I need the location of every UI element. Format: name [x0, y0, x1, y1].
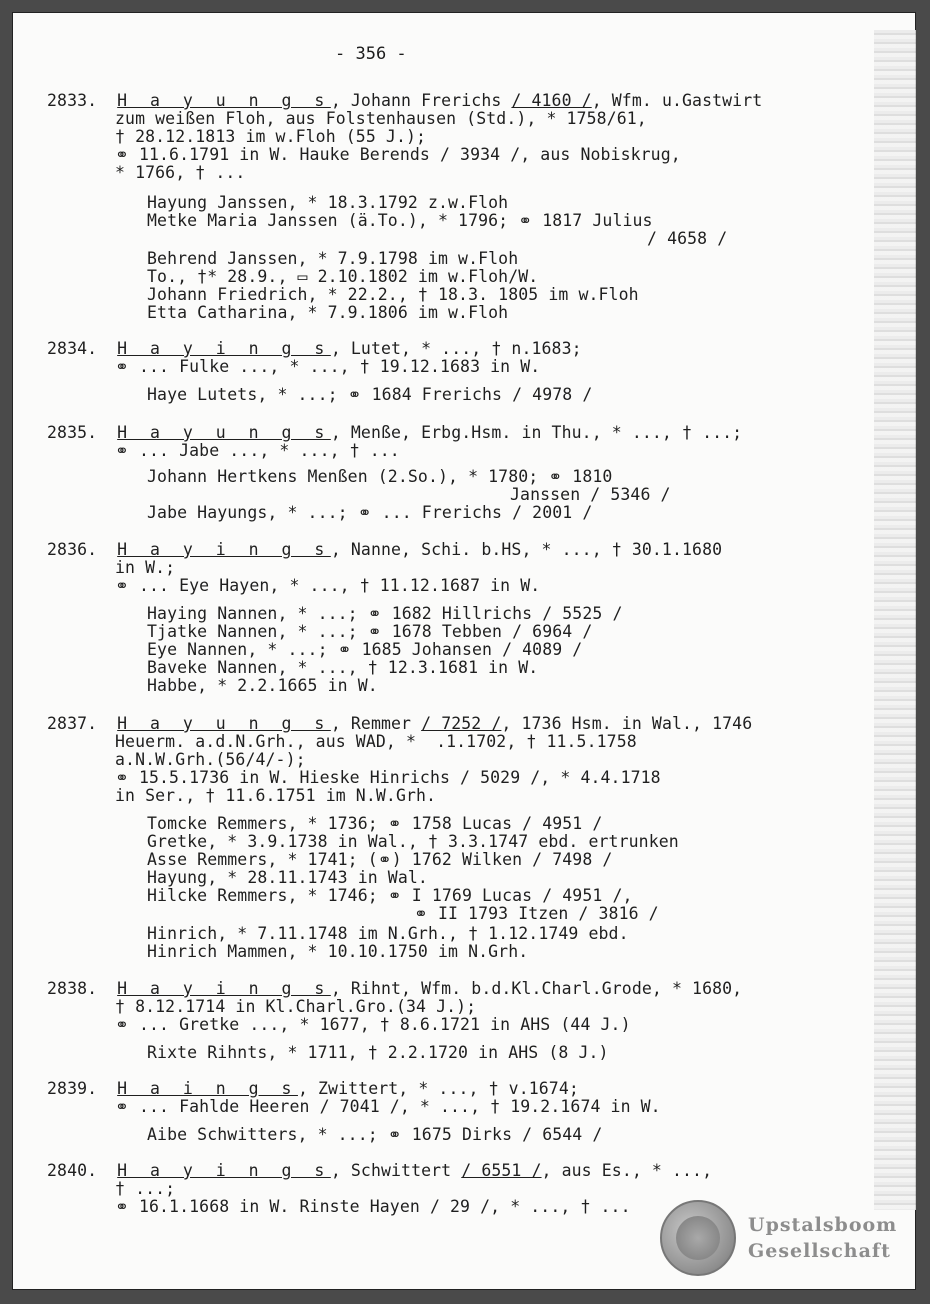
entry-header-2838: [47, 980, 742, 998]
entry-header-2834: [47, 340, 582, 358]
family-name: H a y i n g s: [117, 540, 331, 559]
entry-line: Asse Remmers, * 1741; (⚭) 1762 Wilken / 7498 /: [147, 850, 613, 869]
entry-line: ⚭ 15.5.1736 in W. Hieske Hinrichs / 5029 /, * 4.4.1718: [115, 768, 661, 787]
entry-line: ⚭ 11.6.1791 in W. Hauke Berends / 3934 /, aus Nobiskrug,: [115, 145, 681, 164]
entry-text: , aus Es., * ...,: [541, 1161, 713, 1180]
watermark: [660, 1200, 900, 1280]
page-number: - 356 -: [335, 44, 407, 64]
entry-text: , Wfm. u.Gastwirt: [591, 91, 763, 110]
entry-number: 2839.: [47, 1079, 98, 1098]
entry-line: Aibe Schwitters, * ...; ⚭ 1675 Dirks / 6544 /: [147, 1125, 603, 1144]
entry-line: Habbe, * 2.2.1665 in W.: [147, 676, 378, 695]
entry-line: zum weißen Floh, aus Folstenhausen (Std.), * 1758/61,: [115, 109, 647, 128]
entry-line: in Ser., † 11.6.1751 im N.W.Grh.: [115, 786, 437, 805]
entry-line: To., †* 28.9., ▭ 2.10.1802 im w.Floh/W.: [147, 267, 539, 286]
family-name: H a y u n g s: [117, 714, 331, 733]
entry-header-2840: [47, 1162, 712, 1180]
entry-number: 2836.: [47, 540, 98, 559]
entry-line: Behrend Janssen, * 7.9.1798 im w.Floh: [147, 249, 519, 268]
entry-line: ⚭ ... Fahlde Heeren / 7041 /, * ..., † 19.2.1674 in W.: [115, 1097, 661, 1116]
entry-line: Hayung, * 28.11.1743 in Wal.: [147, 868, 428, 887]
family-name: H a i n g s: [117, 1079, 298, 1098]
entry-header-2837: [47, 715, 752, 733]
entry-text: , Schwittert: [330, 1161, 462, 1180]
entry-line: ⚭ ... Eye Hayen, * ..., † 11.12.1687 in W.: [115, 576, 541, 595]
family-name: H a y i n g s: [117, 979, 331, 998]
entry-line: † 8.12.1714 in Kl.Charl.Gro.(34 J.);: [115, 997, 477, 1016]
scanned-paper-edge: [874, 30, 916, 1210]
entry-line: Hilcke Remmers, * 1746; ⚭ I 1769 Lucas / 4951 /,: [147, 886, 633, 905]
entry-line: Haying Nannen, * ...; ⚭ 1682 Hillrichs / 5525 /: [147, 604, 623, 623]
entry-text: , Menße, Erbg.Hsm. in Thu., * ..., † ...;: [330, 423, 743, 442]
entry-line: Johann Hertkens Menßen (2.So.), * 1780; ⚭ 1810: [147, 467, 613, 486]
entry-header-2835: [47, 424, 742, 442]
entry-text: , Zwittert, * ..., † v.1674;: [297, 1079, 579, 1098]
entry-line: Heuerm. a.d.N.Grh., aus WAD, * .1.1702, † 11.5.1758: [115, 732, 637, 751]
entry-header-2836: [47, 541, 722, 559]
entry-text: , Rihnt, Wfm. b.d.Kl.Charl.Grode, * 1680,: [330, 979, 743, 998]
entry-header-2833: [47, 92, 762, 110]
entry-line: ⚭ ... Gretke ..., * 1677, † 8.6.1721 in AHS (44 J.): [115, 1015, 631, 1034]
entry-line: Tomcke Remmers, * 1736; ⚭ 1758 Lucas / 4951 /: [147, 814, 603, 833]
entry-line: Johann Friedrich, * 22.2., † 18.3. 1805 im w.Floh: [147, 285, 639, 304]
entry-number: 2835.: [47, 423, 98, 442]
entry-number: 2840.: [47, 1161, 98, 1180]
entry-number: 2833.: [47, 91, 98, 110]
entry-line: ⚭ II 1793 Itzen / 3816 /: [414, 904, 659, 923]
family-name: H a y i n g s: [117, 339, 331, 358]
entry-line: Hinrich, * 7.11.1748 im N.Grh., † 1.12.1749 ebd.: [147, 924, 629, 943]
entry-line: * 1766, † ...: [115, 163, 246, 182]
entry-header-2839: [47, 1080, 579, 1098]
entry-line: ⚭ 16.1.1668 in W. Rinste Hayen / 29 /, * ..., † ...: [115, 1197, 631, 1216]
entry-line: Gretke, * 3.9.1738 in Wal., † 3.3.1747 ebd. ertrunken: [147, 832, 679, 851]
entry-number: 2838.: [47, 979, 98, 998]
seal-icon: [660, 1200, 736, 1276]
entry-line: Baveke Nannen, * ..., † 12.3.1681 in W.: [147, 658, 539, 677]
family-name: H a y i n g s: [117, 1161, 331, 1180]
entry-text: , Johann Frerichs: [330, 91, 512, 110]
entry-text: , 1736 Hsm. in Wal., 1746: [501, 714, 753, 733]
entry-line: ⚭ ... Jabe ..., * ..., † ...: [115, 441, 400, 460]
entry-line: Hinrich Mammen, * 10.10.1750 im N.Grh.: [147, 942, 529, 961]
reference-number: / 4160 /: [511, 91, 592, 110]
entry-text: , Remmer: [330, 714, 422, 733]
entry-line: Janssen / 5346 /: [510, 485, 671, 504]
entry-line: Hayung Janssen, * 18.3.1792 z.w.Floh: [147, 193, 509, 212]
entry-line: a.N.W.Grh.(56/4/-);: [115, 750, 306, 769]
family-name: H a y u n g s: [117, 91, 331, 110]
entry-text: , Lutet, * ..., † n.1683;: [330, 339, 582, 358]
entry-number: 2837.: [47, 714, 98, 733]
entry-line: ⚭ ... Fulke ..., * ..., † 19.12.1683 in W.: [115, 357, 541, 376]
entry-line: † ...;: [115, 1179, 176, 1198]
entry-line: Tjatke Nannen, * ...; ⚭ 1678 Tebben / 6964 /: [147, 622, 593, 641]
entry-line: in W.;: [115, 558, 176, 577]
watermark-line2: Gesellschaft: [748, 1240, 891, 1262]
entry-line: Rixte Rihnts, * 1711, † 2.2.1720 in AHS (8 J.): [147, 1043, 609, 1062]
reference-number: / 7252 /: [421, 714, 502, 733]
entry-line: / 4658 /: [647, 229, 728, 248]
entry-line: † 28.12.1813 im w.Floh (55 J.);: [115, 127, 427, 146]
entry-line: Etta Catharina, * 7.9.1806 im w.Floh: [147, 303, 509, 322]
watermark-line1: Upstalsboom: [748, 1214, 898, 1236]
entry-number: 2834.: [47, 339, 98, 358]
entry-line: Haye Lutets, * ...; ⚭ 1684 Frerichs / 4978 /: [147, 385, 593, 404]
family-name: H a y u n g s: [117, 423, 331, 442]
reference-number: / 6551 /: [461, 1161, 542, 1180]
entry-line: Eye Nannen, * ...; ⚭ 1685 Johansen / 4089 /: [147, 640, 583, 659]
entry-line: Metke Maria Janssen (ä.To.), * 1796; ⚭ 1817 Julius: [147, 211, 653, 230]
entry-line: Jabe Hayungs, * ...; ⚭ ... Frerichs / 2001 /: [147, 503, 593, 522]
entry-text: , Nanne, Schi. b.HS, * ..., † 30.1.1680: [330, 540, 723, 559]
